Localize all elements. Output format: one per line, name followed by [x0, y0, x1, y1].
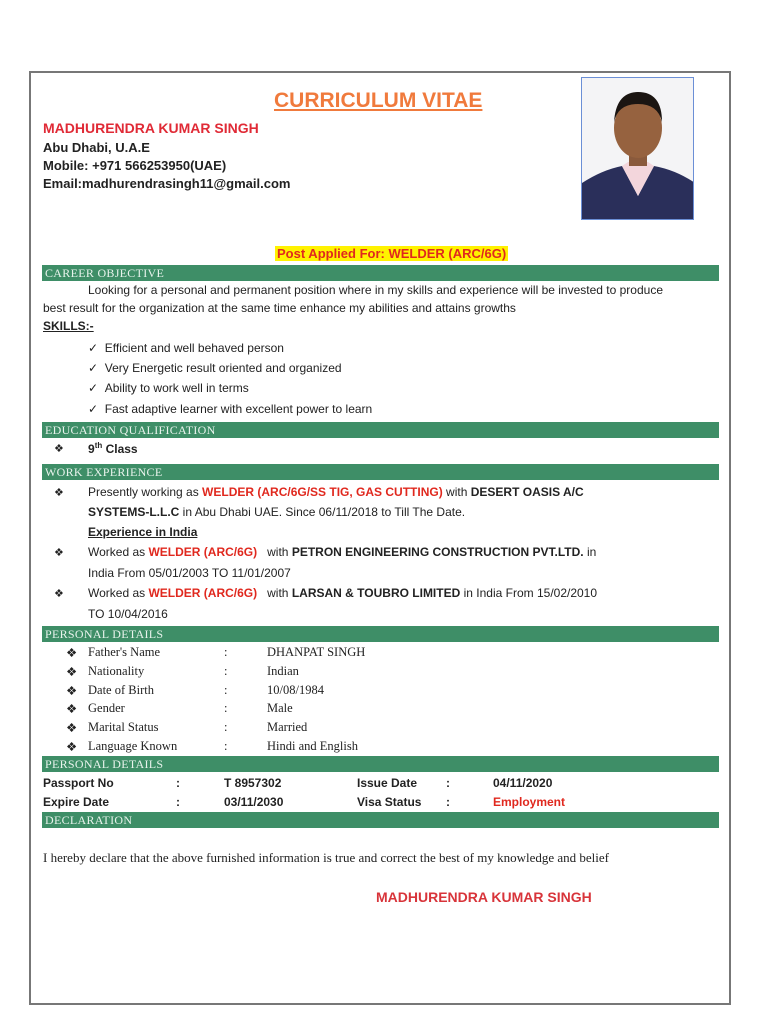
- visa-status-label: Visa Status: [357, 795, 422, 809]
- skill-text: Very Energetic result oriented and organized: [104, 361, 342, 375]
- career-objective-line-2: best result for the organization at the same time enhance my abilities and attains growths: [43, 301, 516, 315]
- skill-text: Fast adaptive learner with excellent power to learn: [104, 402, 373, 416]
- personal-detail-value: 10/08/1984: [267, 682, 324, 697]
- skill-item: [88, 341, 284, 355]
- personal-detail-label: Date of Birth: [88, 682, 154, 697]
- company: LARSAN & TOUBRO LIMITED: [291, 586, 461, 600]
- passport-value: T 8957302: [224, 776, 282, 790]
- visa-status-value: Employment: [493, 795, 566, 809]
- skills-heading: SKILLS:-: [43, 319, 94, 333]
- personal-detail-label: Marital Status: [88, 720, 159, 735]
- personal-detail-value: DHANPAT SINGH: [267, 645, 366, 659]
- bullet-icon: ❖: [54, 588, 64, 600]
- colon: :: [224, 663, 228, 678]
- personal-detail-label: Nationality: [88, 663, 145, 678]
- bullet-icon: ❖: [66, 646, 78, 660]
- bullet-icon: ❖: [66, 702, 78, 717]
- skill-item: [88, 381, 249, 395]
- check-icon: ✓: [88, 361, 99, 375]
- bullet-icon: ❖: [66, 683, 78, 698]
- colon: :: [224, 739, 228, 753]
- colon: :: [224, 682, 228, 697]
- profile-photo: [581, 77, 694, 220]
- check-icon: ✓: [88, 381, 99, 395]
- colon: :: [446, 776, 450, 790]
- colon: :: [224, 720, 228, 735]
- personal-detail-value: Male: [267, 701, 293, 716]
- expire-date-value: 03/11/2030: [224, 795, 284, 809]
- check-icon: ✓: [88, 341, 99, 355]
- section-work-experience: WORK EXPERIENCE: [42, 464, 719, 480]
- role: WELDER (ARC/6G/SS TIG, GAS CUTTING): [202, 485, 443, 499]
- text: in Abu Dhabi UAE. Since 06/11/2018 to: [179, 505, 395, 519]
- bullet-icon: ❖: [54, 487, 64, 499]
- work-item-3-line-1: [88, 586, 597, 600]
- text: Till The Date.: [394, 505, 466, 519]
- colon: :: [176, 795, 180, 809]
- email: Email:madhurendrasingh11@gmail.com: [43, 176, 291, 191]
- section-passport-details: PERSONAL DETAILS: [42, 756, 719, 772]
- issue-date-value: 04/11/2020: [493, 776, 553, 790]
- work-item-2-line-2: India From 05/01/2003 TO 11/01/2007: [88, 566, 291, 580]
- declaration-text: I hereby declare that the above furnished information is true and correct the best of my knowledge and belief: [43, 850, 610, 865]
- skill-text: Ability to work well in terms: [104, 381, 249, 395]
- personal-detail-value: Married: [267, 720, 308, 735]
- mobile: Mobile: +971 566253950(UAE): [43, 158, 227, 173]
- section-education: EDUCATION QUALIFICATION: [42, 422, 719, 438]
- work-item-3-line-2: TO 10/04/2016: [88, 607, 168, 621]
- text: with: [442, 485, 471, 499]
- section-declaration: DECLARATION: [42, 812, 719, 828]
- text: with: [257, 586, 292, 600]
- issue-date-label: Issue Date: [357, 776, 418, 790]
- bullet-icon: ❖: [54, 547, 64, 559]
- personal-detail-label: Language Known: [88, 739, 178, 753]
- personal-detail-label: Gender: [88, 701, 125, 716]
- bullet-icon: ❖: [66, 664, 78, 679]
- skill-text: Efficient and well behaved person: [104, 341, 284, 355]
- section-personal-details: PERSONAL DETAILS: [42, 626, 719, 642]
- expire-date-label: Expire Date: [43, 795, 110, 809]
- text: Worked as: [88, 545, 149, 559]
- work-item-1-line-1: [88, 485, 584, 499]
- colon: :: [176, 776, 180, 790]
- role: WELDER (ARC/6G): [148, 545, 258, 559]
- colon: :: [224, 645, 228, 659]
- company: PETRON ENGINEERING CONSTRUCTION PVT.LTD.: [291, 545, 584, 559]
- section-career-objective: CAREER OBJECTIVE: [42, 265, 719, 281]
- text: in India From 15/02/2010: [460, 586, 598, 600]
- bullet-icon: ❖: [66, 721, 78, 736]
- signature-name: MADHURENDRA KUMAR SINGH: [376, 889, 592, 905]
- personal-detail-label: Father's Name: [88, 645, 161, 659]
- skill-item: [88, 402, 372, 416]
- experience-india-heading: Experience in India: [88, 525, 198, 539]
- text: with: [257, 545, 292, 559]
- address: Abu Dhabi, U.A.E: [43, 140, 150, 155]
- education-item: [88, 441, 138, 456]
- passport-label: Passport No: [43, 776, 114, 790]
- work-item-1-line-2: [88, 505, 465, 519]
- text: Presently working as: [88, 485, 203, 499]
- candidate-name: MADHURENDRA KUMAR SINGH: [43, 120, 259, 136]
- colon: :: [446, 795, 450, 809]
- role: WELDER (ARC/6G): [148, 586, 258, 600]
- personal-detail-value: Indian: [267, 663, 299, 678]
- post-applied: Post Applied For: WELDER (ARC/6G): [277, 246, 507, 261]
- personal-detail-value: Hindi and English: [267, 739, 358, 753]
- career-objective-line-1: Looking for a personal and permanent position where in my skills and experience will be invested to produce: [88, 283, 663, 297]
- class-suffix: th: [94, 441, 103, 450]
- company: SYSTEMS-L.L.C: [88, 505, 180, 519]
- text: in: [583, 545, 597, 559]
- check-icon: ✓: [88, 402, 99, 416]
- document-title: CURRICULUM VITAE: [274, 89, 483, 112]
- company: DESERT OASIS A/C: [470, 485, 584, 499]
- colon: :: [224, 701, 228, 716]
- skill-item: [88, 361, 342, 375]
- bullet-icon: ❖: [54, 443, 64, 455]
- text: Worked as: [88, 586, 149, 600]
- work-item-2-line-1: [88, 545, 596, 559]
- bullet-icon: ❖: [66, 740, 78, 754]
- class-number: 9: [88, 442, 95, 456]
- class-text: Class: [102, 442, 138, 456]
